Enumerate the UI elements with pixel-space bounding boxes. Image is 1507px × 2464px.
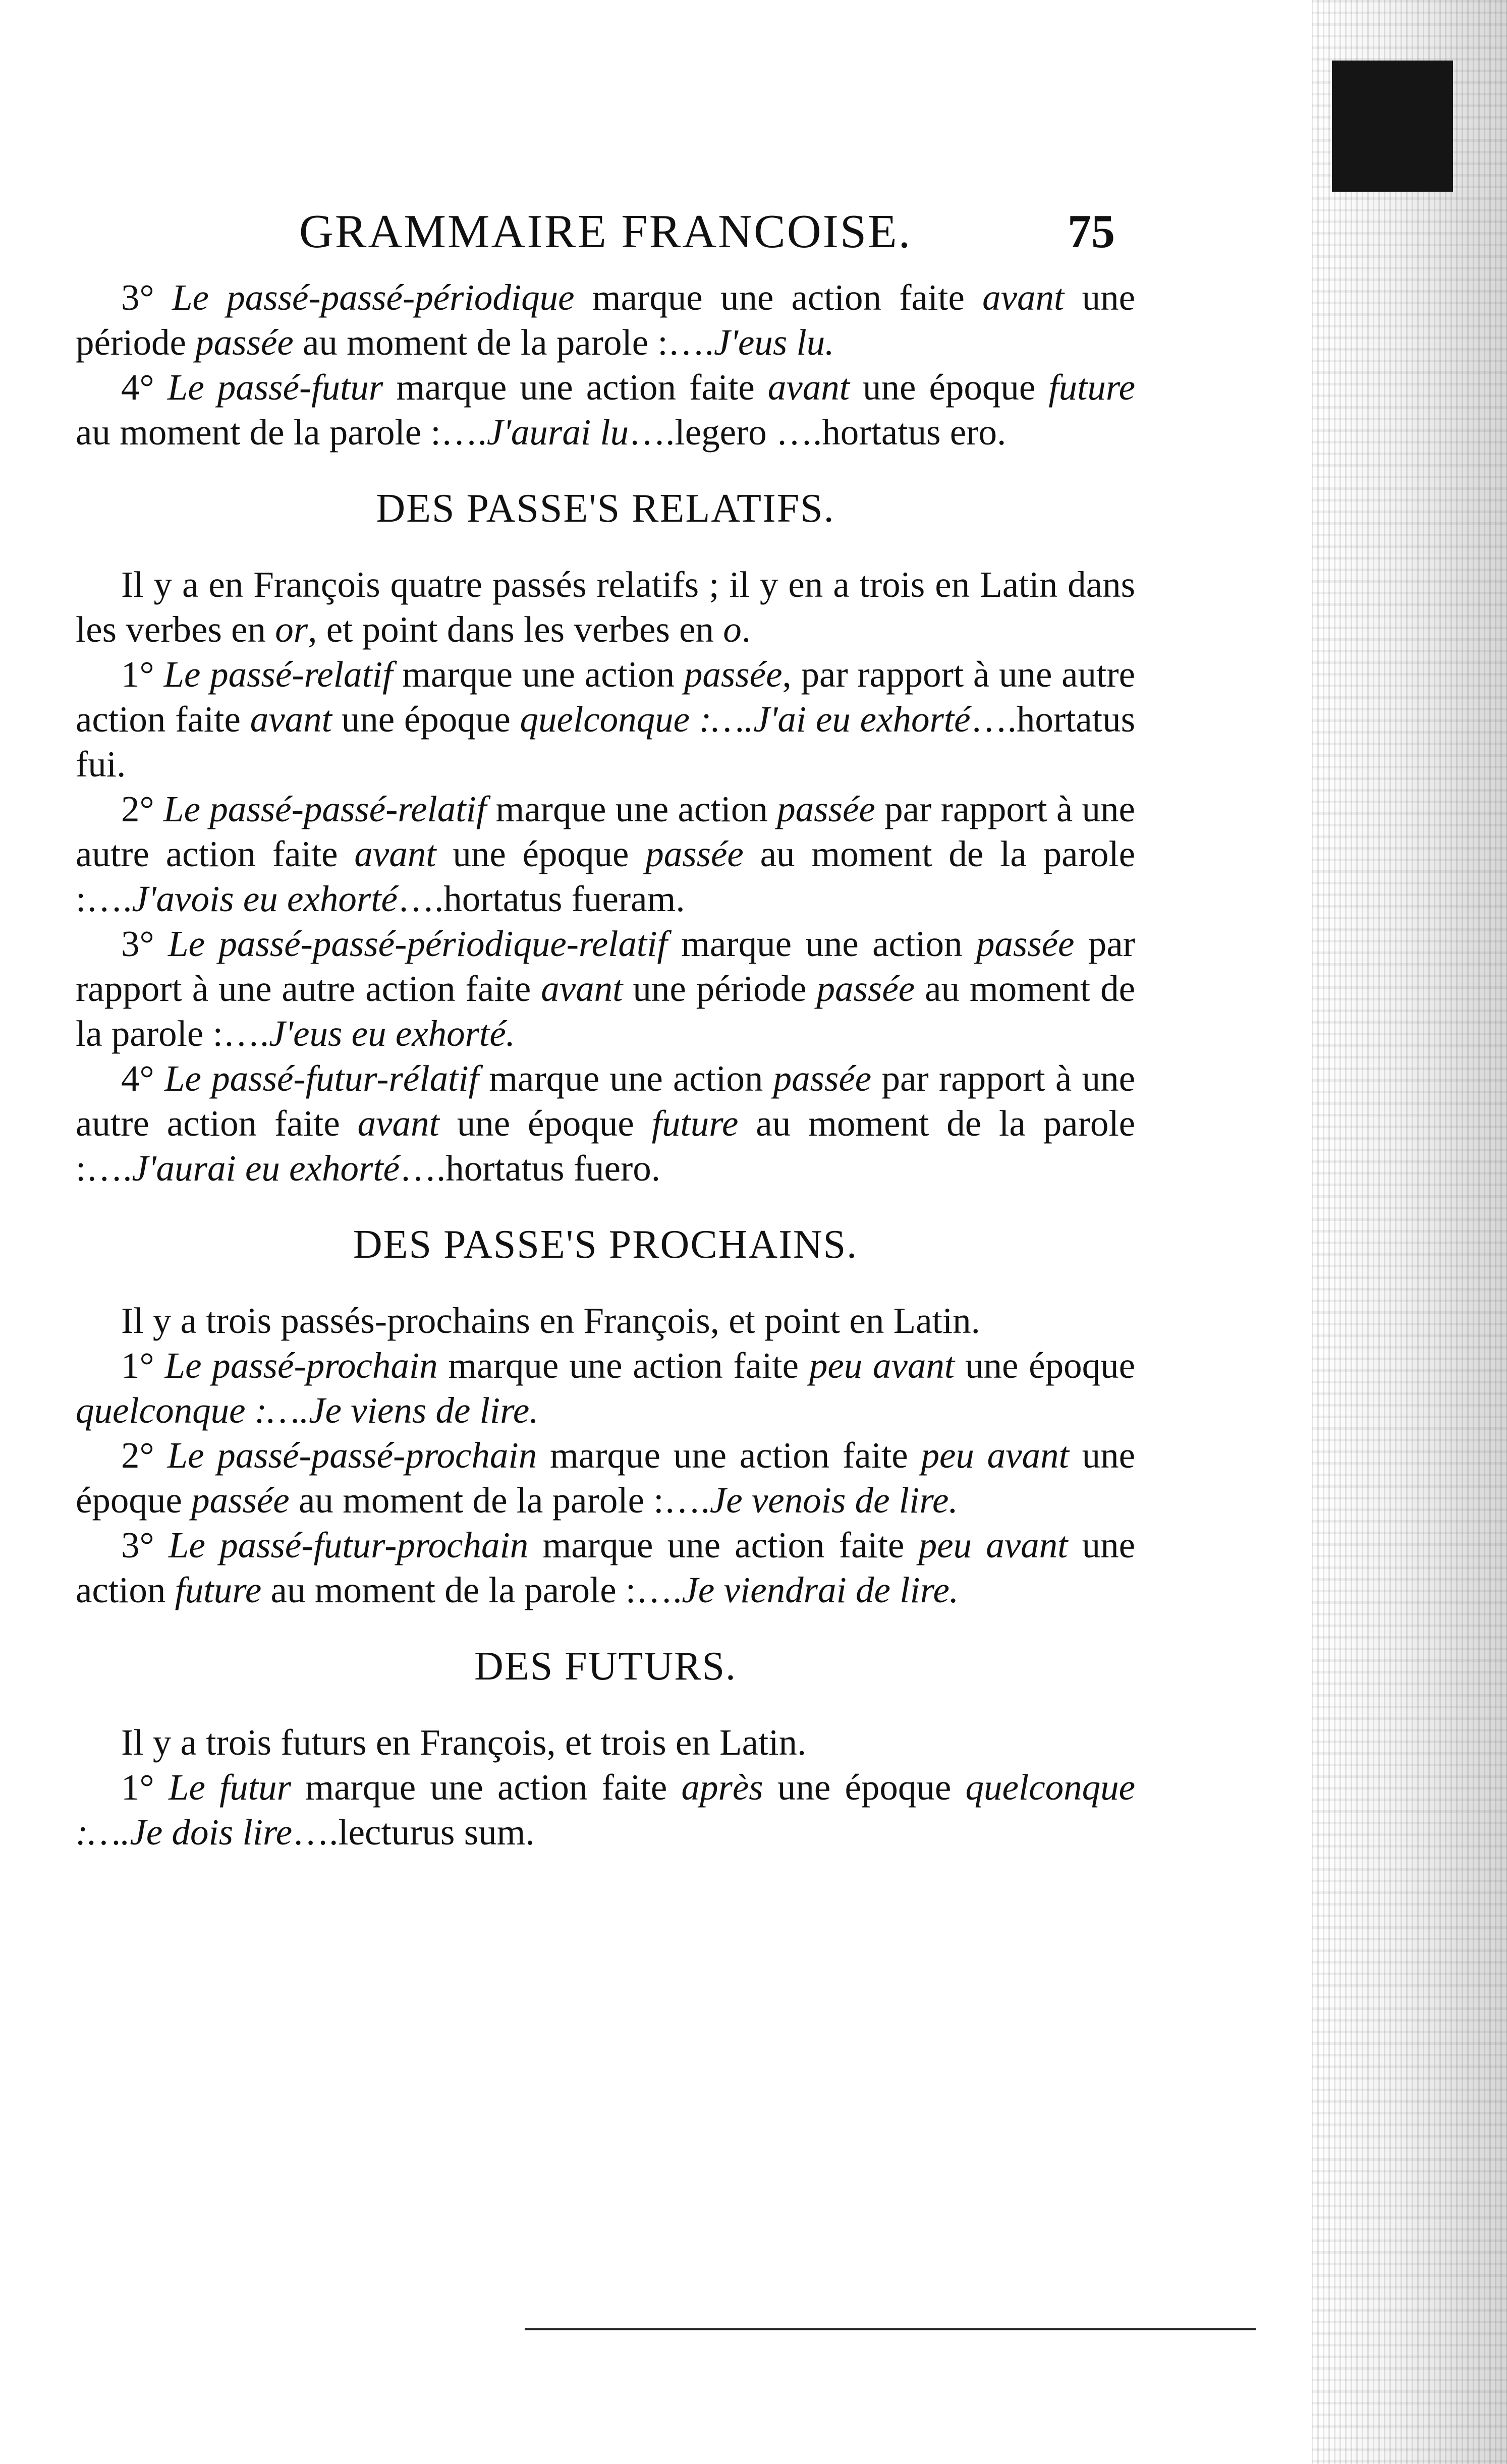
italic-run: avant	[541, 968, 623, 1009]
text-run: 4°	[121, 367, 168, 408]
italic-run: passée	[976, 923, 1075, 964]
italic-run: après	[681, 1767, 763, 1808]
italic-run: Le passé-relatif	[163, 654, 393, 695]
page-body	[76, 204, 1135, 1855]
text-run: par rapport à une autre action faite	[76, 923, 1135, 1009]
text-run: une action	[76, 1525, 1135, 1610]
italic-run: passée	[773, 1058, 872, 1099]
text-run: par rapport à une autre action faite	[76, 789, 1135, 874]
text-run: ….hortatus fui.	[76, 699, 1135, 785]
paragraph	[76, 1720, 1135, 1765]
italic-run: avant	[250, 699, 332, 740]
italic-run: Le futur	[168, 1767, 292, 1808]
italic-run: passée	[816, 968, 915, 1009]
paragraph	[76, 1298, 1135, 1343]
paragraph	[76, 652, 1135, 787]
footer-rule	[525, 2328, 1256, 2330]
paragraph	[76, 1343, 1135, 1433]
text-run: Il y a trois futurs en François, et trois en Latin.	[121, 1722, 807, 1763]
paragraph	[76, 787, 1135, 921]
section-heading: DES FUTURS.	[474, 1644, 737, 1689]
italic-run: passée	[777, 789, 875, 829]
text-run: au moment de la parole :….	[76, 412, 487, 453]
text-run: 1°	[121, 1767, 169, 1808]
text-run: , et point dans les verbes en	[308, 609, 723, 650]
text-run: au moment de la parole :….	[261, 1570, 682, 1610]
text-run: au moment de la parole :….	[76, 968, 1135, 1054]
italic-run: passée	[645, 833, 744, 874]
page-title: GRAMMAIRE FRANCOISE.	[299, 205, 912, 258]
text-run: marque une action faite	[291, 1767, 682, 1808]
binding-shadow	[1332, 61, 1453, 192]
binding-edge	[1312, 0, 1507, 2464]
text-run: marque une action	[478, 1058, 773, 1099]
italic-run: quelconque :….Je dois lire	[76, 1767, 1135, 1853]
italic-run: passée	[191, 1480, 290, 1521]
italic-run: Je viendrai de lire.	[682, 1570, 959, 1610]
text-run: au moment de la parole :….	[76, 1103, 1136, 1189]
italic-run: J'aurai eu exhorté	[132, 1148, 400, 1189]
italic-run: avant	[354, 833, 436, 874]
paragraph	[76, 1433, 1135, 1523]
text-content	[76, 275, 1135, 1855]
italic-run: J'eus eu exhorté.	[269, 1013, 515, 1054]
italic-run: peu avant	[918, 1525, 1068, 1565]
text-run: 2°	[121, 789, 164, 829]
text-run: au moment de la parole :….	[76, 833, 1136, 919]
text-run: au moment de la parole :….	[293, 322, 714, 363]
text-run: 3°	[121, 277, 172, 318]
text-run: ….hortatus fueram.	[397, 878, 685, 919]
text-run: ….lecturus sum.	[292, 1812, 535, 1853]
text-run: au moment de la parole :….	[289, 1480, 710, 1521]
paragraph	[76, 1056, 1135, 1191]
text-run: marque une action	[667, 923, 976, 964]
paragraph	[76, 365, 1135, 455]
italic-run: J'aurai lu	[486, 412, 629, 453]
italic-run: Je venois de lire.	[709, 1480, 958, 1521]
page-number: 75	[1068, 205, 1115, 258]
text-run: 3°	[121, 1525, 169, 1565]
text-run: 1°	[121, 1345, 165, 1386]
text-run: une époque	[439, 1103, 652, 1144]
italic-run: Le passé-passé-périodique-relatif	[168, 923, 667, 964]
text-run: une période	[623, 968, 817, 1009]
text-run: 1°	[121, 654, 164, 695]
text-run: une période	[76, 277, 1135, 363]
section-heading: DES PASSE'S PROCHAINS.	[353, 1222, 858, 1267]
italic-run: o	[723, 609, 742, 650]
italic-run: quelconque :….Je viens de lire.	[76, 1390, 539, 1431]
text-run: une époque	[850, 367, 1049, 408]
text-run: marque une action	[393, 654, 684, 695]
text-run: .	[741, 609, 751, 650]
text-run: Il y a en François quatre passés relatifs ; il y en a trois en Latin dans les verbes en	[76, 564, 1135, 650]
text-run: , par rapport à une autre action faite	[76, 654, 1135, 740]
text-run: une époque	[331, 699, 520, 740]
italic-run: avant	[357, 1103, 439, 1144]
text-run: 3°	[121, 923, 169, 964]
paragraph	[76, 921, 1135, 1056]
italic-run: or	[275, 609, 308, 650]
italic-run: future	[175, 1570, 262, 1610]
running-head	[76, 204, 1135, 275]
italic-run: passée	[195, 322, 294, 363]
italic-run: J'eus lu.	[713, 322, 834, 363]
text-run: une époque	[76, 1435, 1135, 1521]
italic-run: avant	[767, 367, 850, 408]
text-run: ….legero ….hortatus ero.	[629, 412, 1007, 453]
italic-run: future	[651, 1103, 739, 1144]
italic-run: Le passé-futur-rélatif	[164, 1058, 479, 1099]
text-run: marque une action faite	[437, 1345, 809, 1386]
italic-run: future	[1048, 367, 1135, 408]
text-run: une époque	[436, 833, 646, 874]
text-run: marque une action faite	[383, 367, 768, 408]
italic-run: Le passé-futur	[167, 367, 383, 408]
text-run: marque une action faite	[528, 1525, 919, 1565]
text-run: marque une action faite	[574, 277, 983, 318]
text-run: 4°	[121, 1058, 164, 1099]
text-run: par rapport à une autre action faite	[76, 1058, 1135, 1144]
text-run: marque une action faite	[537, 1435, 921, 1476]
paragraph	[76, 275, 1135, 365]
italic-run: quelconque :….J'ai eu exhorté	[520, 699, 971, 740]
italic-run: peu avant	[921, 1435, 1069, 1476]
italic-run: Le passé-passé-périodique	[172, 277, 575, 318]
text-run: Il y a trois passés-prochains en François, et point en Latin.	[121, 1300, 980, 1341]
paragraph	[76, 1765, 1135, 1855]
italic-run: Le passé-prochain	[164, 1345, 438, 1386]
italic-run: J'avois eu exhorté	[132, 878, 398, 919]
italic-run: Le passé-passé-relatif	[163, 789, 487, 829]
section-heading: DES PASSE'S RELATIFS.	[376, 486, 835, 531]
paragraph	[76, 1523, 1135, 1612]
italic-run: peu avant	[809, 1345, 955, 1386]
text-run: une époque	[763, 1767, 966, 1808]
italic-run: Le passé-futur-prochain	[168, 1525, 529, 1565]
italic-run: avant	[982, 277, 1065, 318]
paragraph	[76, 562, 1135, 652]
text-run: 2°	[121, 1435, 168, 1476]
italic-run: passée	[684, 654, 783, 695]
text-run: ….hortatus fuero.	[400, 1148, 660, 1189]
italic-run: Le passé-passé-prochain	[167, 1435, 537, 1476]
text-run: une époque	[955, 1345, 1135, 1386]
text-run: marque une action	[486, 789, 777, 829]
